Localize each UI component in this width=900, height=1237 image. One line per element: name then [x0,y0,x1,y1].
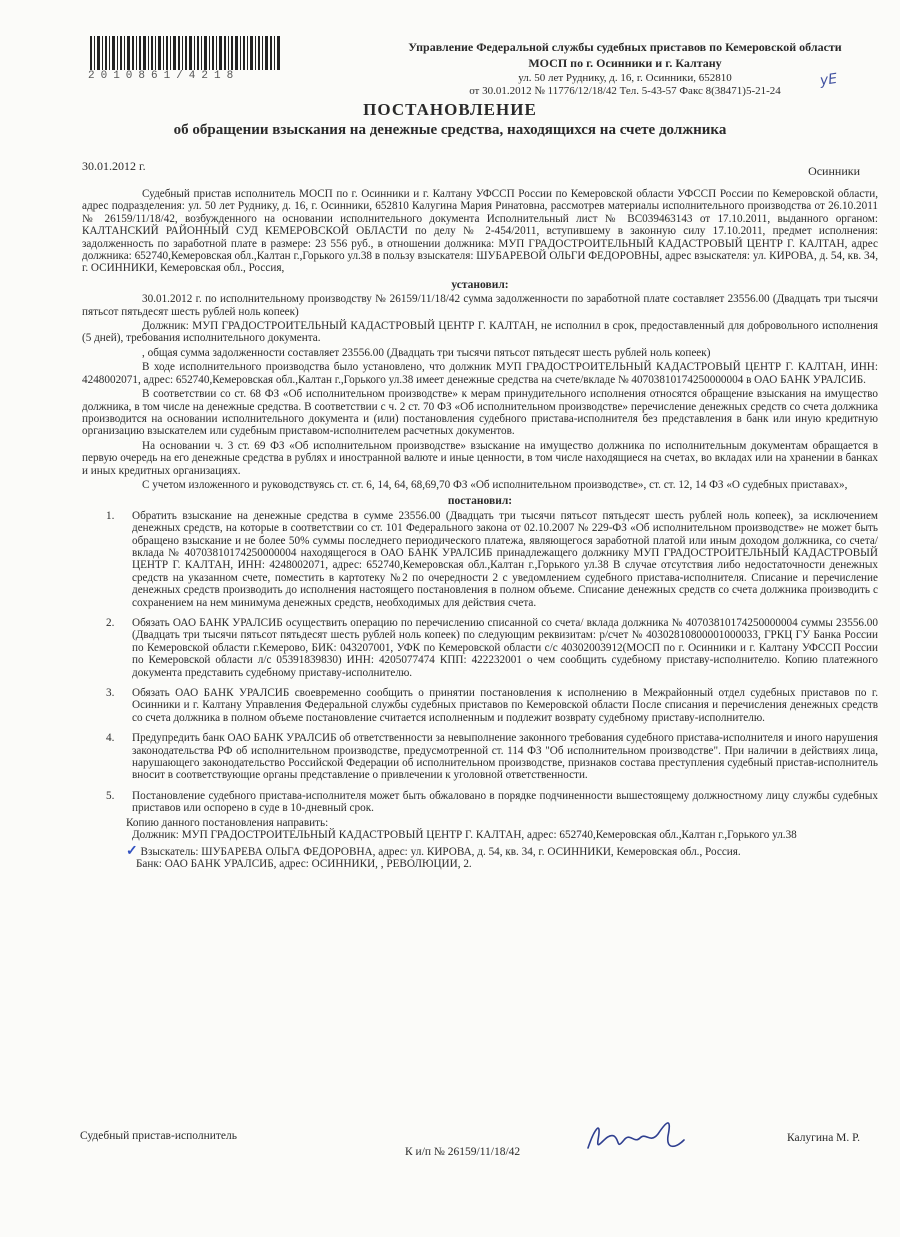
copy-heading: Копию данного постановления направить: [126,816,329,829]
established-paragraph: 30.01.2012 г. по исполнительному производству № 26159/11/18/42 сумма задолженности по заработной плате составляет 23556.00 (Двадцать три тысячи пятьсот пятьдесят шесть рублей ноль копеек) [82,293,878,318]
resolution-item [82,790,878,815]
established-heading: установил: [451,278,509,291]
item-number: 5. [106,789,115,802]
document-body [82,188,878,870]
resolution-item [82,510,878,609]
established-paragraph: , общая сумма задолженности составляет 23556.00 (Двадцать три тысячи пятьсот пятьдесят шесть рублей ноль копеек) [142,346,711,359]
resolved-heading: постановил: [447,495,513,508]
established-paragraph: В ходе исполнительного производства было установлено, что должник МУП ГРАДОСТРОИТЕЛЬНЫЙ КАДАСТРОВЫЙ ЦЕНТР Г. КАЛТАН, ИНН: 4248002071, адрес: 652740,Кемеровская обл.,Калтан г.,Горького ул.38 имеет денежные средства на счете/вкладе № 40703810174250000004 в ОАО БАНК УРАЛСИБ. [82,361,878,386]
signer-name: Калугина М. Р. [786,1132,860,1144]
intro-paragraph: Судебный пристав исполнитель МОСП по г. Осинники и г. Калтану УФССП России по Кемеровской области УФССП России по Кемеровской области, адрес подразделения: ул. 50 лет Руднику, д. 16, г. Осинники, 652810 Калугина Мария Ринатовна, рассмотрев материалы исполнительного производства от 26.10.2011 № 26159/11/18/42, возбужденного на основании исполнительного документа Исполнительный лист № ВС039463143 от 17.10.2011, выданного органом: КАЛТАНСКИЙ РАЙОННЫЙ СУД КЕМЕРОВСКОЙ ОБЛАСТИ по делу № 2-454/2011, вступившему в законную силу 17.10.2011, предмет исполнения: задолженность по заработной плате в размере: 23 556 руб., в отношении должника: МУП ГРАДОСТРОИТЕЛЬНЫЙ КАДАСТРОВЫЙ ЦЕНТР Г. КАЛТАН, адрес должника: 652740,Кемеровская обл.,Калтан г.,Горького ул.38 в пользу взыскателя: ШУБАРЕВОЙ ОЛЬГИ ФЕДОРОВНЫ, адрес взыскателя: ул. КИРОВА, д. 54, кв. 34, г. ОСИННИКИ, Кемеровская обл., Россия, [82,188,878,275]
header-agency: Управление Федеральной службы судебных приставов по Кемеровской области [408,40,842,54]
resolution-item [82,617,878,679]
document-city: Осинники [808,164,860,178]
copy-debtor: Должник: МУП ГРАДОСТРОИТЕЛЬНЫЙ КАДАСТРОВЫЙ ЦЕНТР Г. КАЛТАН, адрес: 652740,Кемеровская обл.,Калтан г.,Горького ул.38 [132,829,797,842]
handwritten-note: уЕ [818,70,839,90]
document-date: 30.01.2012 г. [82,159,146,173]
barcode-number: 2010861/4218 [88,70,240,82]
check-mark-icon: ✓ [126,843,138,859]
item-text: Обязать ОАО БАНК УРАЛСИБ своевременно сообщить о принятии постановления к исполнению в Межрайонный отдел судебных приставов по г. Осинники и г. Калтану Управления Федеральной службы судебных приставов по Кемеровской области После списания и перечисления денежных средств со счета должника в полном объеме постановление считается исполненным и подлежит возврату судебному приставу-исполнителю. [132,687,878,724]
copy-claimant: Взыскатель: ШУБАРЕВА ОЛЬГА ФЕДОРОВНА, адрес: ул. КИРОВА, д. 54, кв. 34, г. ОСИННИКИ, Кемеровская обл., Россия. [140,845,741,858]
resolution-item [82,732,878,782]
case-number: К и/п № 26159/11/18/42 [405,1146,521,1158]
item-text: Обратить взыскание на денежные средства в сумме 23556.00 (Двадцать три тысячи пятьсот пятьдесят шесть рублей ноль копеек), за исключением денежных средств, на которые в соответствии со ст. 101 Федерального закона от 02.10.2007 № 229-ФЗ «Об исполнительном производстве» не может быть обращено взыскание и не более 50% суммы последнего периодического платежа, являющегося заработной платой или иным доходом должника, со счета/вклада № 40703810174250000004 находящегося в ОАО БАНК УРАЛСИБ принадлежащего должнику МУП ГРАДОСТРОИТЕЛЬНЫЙ КАДАСТРОВЫЙ ЦЕНТР Г. КАЛТАН, ИНН: 4248002071, адрес: 652740,Кемеровская обл.,Калтан г.,Горького ул.38 В случае отсутствия либо недостаточности денежных средств на указанном счете, поместить в картотеку №2 по очередности 2 с уведомлением судебного пристава-исполнителя. Списание и перечисление денежных средств производить до исполнения настоящего постановления в полном объеме. Списание денежных средств со счета должника производить с сохранением на нем минимума денежных средств, необходимых для действия счета. [132,509,878,609]
item-text: Обязать ОАО БАНК УРАЛСИБ осуществить операцию по перечислению списанной со счета/ вклада должника № 40703810174250000004 суммы 23556.00 (Двадцать три тысячи пятьсот пятьдесят шесть рублей ноль копеек) по следующим реквизитам: р/счет № 40302810800001000033, ГРКЦ ГУ Банка России по Кемеровской области г.Кемерово, БИК: 043207001, УФК по Кемеровской области с/с 40302003912(МОСП по г. Осинники и г. Калтану УФССП России по Кемеровской области л/с 05391839830) ИНН: 4205077474 КПП: 422232001 о чем сообщить судебному приставу-исполнителю. Копию платежного документа представить судебному приставу-исполнителю. [132,617,878,679]
copy-bank: Банк: ОАО БАНК УРАЛСИБ, адрес: ОСИННИКИ, , РЕВОЛЮЦИИ, 2. [136,857,472,870]
document-title: ПОСТАНОВЛЕНИЕ [363,100,537,119]
header-department: МОСП по г. Осинники и г. Калтану [528,56,722,70]
item-number: 2. [106,617,115,629]
resolution-item [82,687,878,724]
item-number: 3. [106,687,115,700]
established-paragraph: С учетом изложенного и руководствуясь ст. ст. 6, 14, 64, 68,69,70 ФЗ «Об исполнительном производстве», ст. ст. 12, 14 ФЗ «О судебных приставах», [142,478,848,491]
issuer-header [380,40,870,97]
item-text: Предупредить банк ОАО БАНК УРАЛСИБ об ответственности за невыполнение законного требования судебного пристава-исполнителя и иного нарушения законодательства РФ об исполнительном производстве, предусмотренной ст. 114 ФЗ "Об исполнительном производстве". При наличии в действиях лица, нарушающего законодательство Российской Федерации об исполнительном производстве, признаков состава преступления судебный пристав-исполнитель вносит в соответствующие органы представление о привлечении к уголовной ответственности. [132,732,878,782]
document-subtitle: об обращении взыскания на денежные средства, находящихся на счете должника [173,122,727,138]
established-paragraph: Должник: МУП ГРАДОСТРОИТЕЛЬНЫЙ КАДАСТРОВЫЙ ЦЕНТР Г. КАЛТАН, не исполнил в срок, предоставленный для добровольного исполнения (5 дней), требования исполнительного документа. [82,320,878,345]
signature-icon [580,1110,690,1160]
signer-title: Судебный пристав-исполнитель [80,1130,237,1142]
copy-claimant-line [126,843,878,859]
header-address: ул. 50 лет Руднику, д. 16, г. Осинники, 652810 [518,72,732,84]
item-number: 1. [106,509,115,522]
barcode [90,36,280,70]
item-text: Постановление судебного пристава-исполнителя может быть обжаловано в порядке подчиненности вышестоящему должностному лицу службы судебных приставов или оспорено в суде в 10-дневный срок. [132,789,878,815]
established-paragraph: На основании ч. 3 ст. 69 ФЗ «Об исполнительном производстве» взыскание на имущество должника по исполнительным документам обращается в первую очередь на его денежные средства в рублях и иностранной валюте и иные ценности, в том числе находящиеся на счетах, во вкладах или на хранении в банках и иных кредитных организациях. [82,439,878,477]
copy-recipients [126,817,878,871]
established-paragraph: В соответствии со ст. 68 ФЗ «Об исполнительном производстве» к мерам принудительного исполнения относятся обращение взыскания на имущество должника, в том числе на денежные средства. В соответствии с ч. 2 ст. 70 ФЗ «Об исполнительном производстве» перечисление денежных средств со счета должника производится на основании исполнительного документа и (или) постановления судебного пристава-исполнителя без представления в банк или иную кредитную организацию взыскателем или судебным приставом-исполнителем расчетных документов. [82,388,878,438]
header-reference: от 30.01.2012 № 11776/12/18/42 Тел. 5-43-57 Факс 8(38471)5-21-24 [469,85,781,97]
item-number: 4. [106,732,115,745]
resolution-list [82,510,878,815]
